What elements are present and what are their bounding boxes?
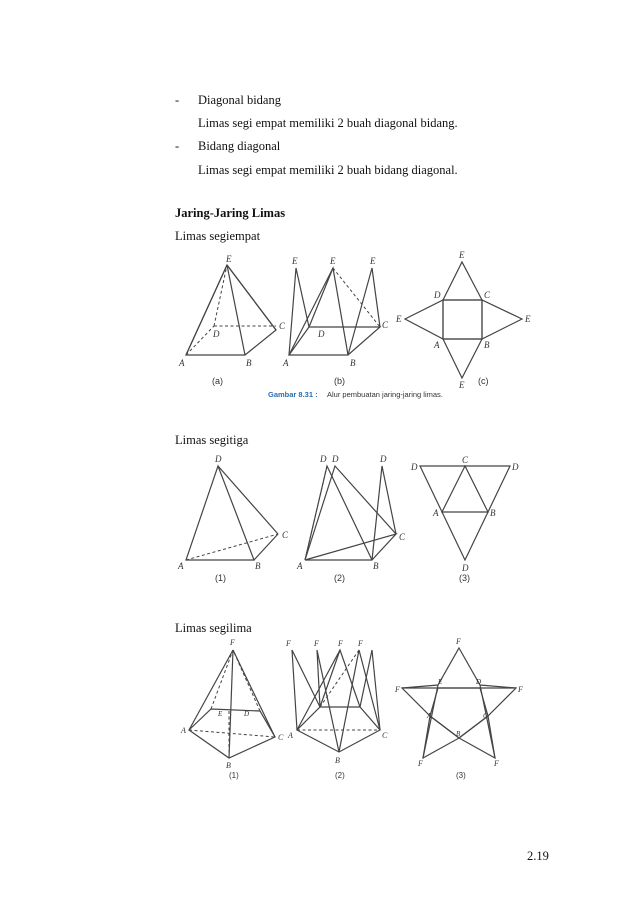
label-F-3-left: F <box>395 685 400 694</box>
label-C-b: C <box>382 320 389 330</box>
label-A-3: A <box>433 508 439 518</box>
label-D-2b: D <box>332 454 339 464</box>
bullet-title-2: Bidang diagonal <box>198 139 281 153</box>
figure-square-pyramid-unfolding <box>282 256 389 386</box>
label-F-3-right: F <box>518 685 523 694</box>
sublabel-1: (1) <box>215 573 226 583</box>
sublabel-p2: (2) <box>335 771 345 780</box>
figure-pentagonal-pyramid-unfolding <box>285 639 388 780</box>
figure-triangular-pyramid <box>177 454 289 583</box>
section-title: Jaring-Jaring Limas <box>175 206 286 220</box>
label-D-3-bottom: D <box>462 563 469 573</box>
label-C-2: C <box>399 532 406 542</box>
label-E-b2: E <box>330 256 336 266</box>
bullet-marker-2: - <box>175 139 180 153</box>
label-C-p3: C <box>483 712 488 720</box>
figure-caption-label: Gambar 8.31 : <box>268 390 318 399</box>
bullet-text-1: Limas segi empat memiliki 2 buah diagonal bidang. <box>198 116 458 130</box>
label-F-1: F <box>230 638 235 647</box>
label-C-p1: C <box>278 733 284 742</box>
label-F-2c: F <box>338 639 343 648</box>
label-B-1: B <box>255 561 261 571</box>
label-E-a: E <box>226 254 232 264</box>
label-A-c: A <box>434 340 440 350</box>
sublabel-a: (a) <box>212 376 223 386</box>
figure-pentagonal-pyramid-net <box>394 637 523 780</box>
figure-triangular-pyramid-net <box>410 455 519 583</box>
label-D-p3: D <box>476 678 482 686</box>
label-B-c: B <box>484 340 490 350</box>
label-F-2a: F <box>286 639 291 648</box>
label-F-2b: F <box>314 639 319 648</box>
label-A-2: A <box>297 561 303 571</box>
figure-square-pyramid-net <box>395 250 531 390</box>
bullet-text-2: Limas segi empat memiliki 2 buah bidang diagonal. <box>198 163 458 177</box>
label-D-1: D <box>215 454 222 464</box>
label-B-a: B <box>246 358 252 368</box>
sublabel-3: (3) <box>459 573 470 583</box>
label-F-3-br: F <box>494 759 499 768</box>
label-D-c: D <box>434 290 441 300</box>
sublabel-2: (2) <box>334 573 345 583</box>
figure-heading-limas-segilima: Limas segilima <box>175 621 252 635</box>
label-B-p3: B <box>456 730 461 738</box>
label-D-3-left: D <box>411 462 418 472</box>
label-F-3-bl: F <box>418 759 423 768</box>
label-E-p3: E <box>438 678 443 686</box>
label-C-3: C <box>462 455 469 465</box>
label-D-b: D <box>318 329 325 339</box>
label-D-3-right: D <box>512 462 519 472</box>
label-E-p1: E <box>218 710 223 718</box>
label-F-2d: F <box>358 639 363 648</box>
label-A-b: A <box>283 358 289 368</box>
label-A-p2: A <box>288 731 293 740</box>
label-C-c: C <box>484 290 491 300</box>
label-B-3: B <box>490 508 496 518</box>
figure-heading-limas-segitiga: Limas segitiga <box>175 433 249 447</box>
label-B-b: B <box>350 358 356 368</box>
figure-square-pyramid <box>178 254 286 386</box>
label-D-a: D <box>213 329 220 339</box>
label-E-c-left: E <box>396 314 402 324</box>
label-A-1: A <box>178 561 184 571</box>
label-B-2: B <box>373 561 379 571</box>
bullet-marker-1: - <box>175 93 180 107</box>
label-E-c-bottom: E <box>459 380 465 390</box>
label-D-2a: D <box>320 454 327 464</box>
figure-heading-limas-segiempat: Limas segiempat <box>175 229 261 243</box>
label-B-p1: B <box>226 761 231 770</box>
label-D-2c: D <box>380 454 387 464</box>
sublabel-p3: (3) <box>456 771 466 780</box>
label-B-p2: B <box>335 756 340 765</box>
label-A-p1: A <box>181 726 186 735</box>
label-E-c-right: E <box>525 314 531 324</box>
page-number: 2.19 <box>527 849 549 863</box>
label-E-b1: E <box>292 256 298 266</box>
label-A-a: A <box>179 358 185 368</box>
label-C-a: C <box>279 321 286 331</box>
label-A-p3: A <box>427 712 432 720</box>
sublabel-b: (b) <box>334 376 345 386</box>
figure-triangular-pyramid-unfolding <box>296 454 406 583</box>
label-E-b3: E <box>370 256 376 266</box>
label-C-p2: C <box>382 731 388 740</box>
bullet-title-1: Diagonal bidang <box>198 93 281 107</box>
sublabel-p1: (1) <box>229 771 239 780</box>
label-E-c-top: E <box>459 250 465 260</box>
label-D-p1: D <box>244 710 250 718</box>
figure-pentagonal-pyramid <box>180 638 284 780</box>
figure-caption-text: Alur pembuatan jaring-jaring limas. <box>327 390 443 399</box>
label-F-3-top: F <box>456 637 461 646</box>
sublabel-c: (c) <box>478 376 489 386</box>
label-C-1: C <box>282 530 289 540</box>
